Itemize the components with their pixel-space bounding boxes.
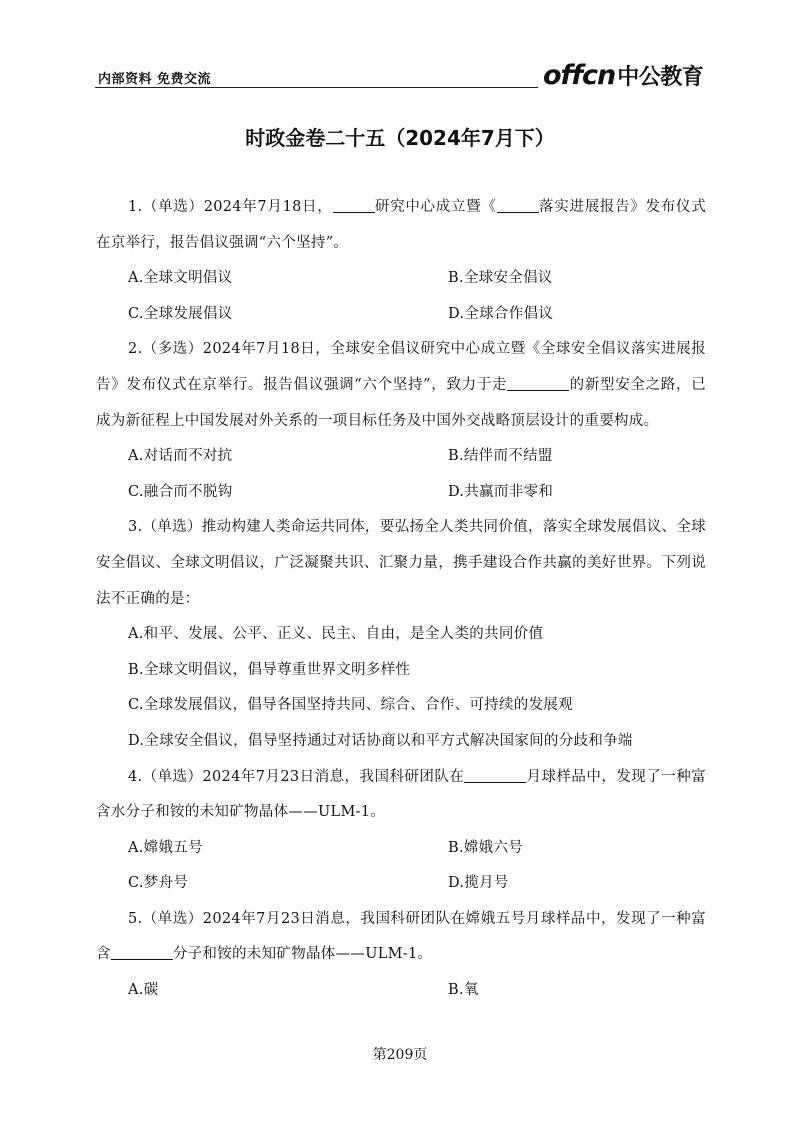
q3-option-b: B.全球文明倡议，倡导尊重世界文明多样性: [128, 661, 411, 678]
option-row: [96, 831, 706, 867]
q1-text-before: 1.（单选）2024年7月18日，: [128, 199, 333, 215]
offcn-logo: [543, 60, 703, 91]
q5-option-a: A.碳: [128, 982, 159, 999]
header-rule: [95, 87, 538, 88]
q5-option-b: B.氧: [448, 982, 479, 999]
question-3: 3.（单选）推动构建人类命运共同体，要弘扬全人类共同价值，落实全球发展倡议、全球安全倡议、全球文明倡议，广泛凝聚共识、汇聚力量，携手建设合作共赢的美好世界。下列说法不正确的是：: [96, 519, 706, 607]
q3-option-c: C.全球发展倡议，倡导各国坚持共同、综合、合作、可持续的发展观: [128, 697, 573, 714]
q4-text-after: 月球样品中，发现了一种富含水分子和铵的未知矿物晶体——ULM-1。: [96, 768, 706, 821]
q2-text-before: 2.（多选）2024年7月18日，全球安全倡议研究中心成立暨《全球安全倡议落实进展报告》发布仪式在京举行。报告倡议强调“六个坚持”，致力于走: [96, 341, 706, 393]
page-header: [95, 62, 705, 92]
q2-text-after: 的新型安全之路，已成为新征程上中国发展对外关系的一项目标任务及中国外交战略顶层设计的重要构成。: [96, 376, 706, 429]
option-row: [96, 439, 706, 475]
question-5: [96, 902, 706, 973]
option-row: [96, 866, 706, 902]
question-1: [96, 190, 706, 261]
question-list: [96, 190, 706, 1009]
q4-option-c: C.梦舟号: [128, 875, 189, 892]
option-row: [96, 261, 706, 297]
q4-text-before: 4.（单选）2024年7月23日消息，我国科研团队在: [128, 768, 465, 785]
q5-text-before: 5.（单选）2024年7月23日消息，我国科研团队在嫦娥五号月球样品中，发现了一种富含: [96, 910, 706, 963]
q2-option-b: B.结伴而不结盟: [448, 448, 553, 465]
q4-option-b: B.嫦娥六号: [448, 839, 524, 856]
option-row: [96, 297, 706, 333]
q1-option-a: A.全球文明倡议: [128, 270, 233, 287]
q1-option-c: C.全球发展倡议: [128, 305, 233, 322]
logo-latin: offcn: [543, 60, 616, 91]
answer-blank: [497, 198, 539, 214]
header-label: 内部资料 免费交流: [98, 72, 212, 87]
q2-option-c: C.融合而不脱钩: [128, 483, 233, 500]
page-title: 时政金卷二十五（2024年7月下）: [245, 126, 555, 150]
q4-option-a: A.嫦娥五号: [128, 839, 203, 856]
page-number: 第209页: [372, 1047, 428, 1063]
option-row: [96, 973, 706, 1009]
q1-option-b: B.全球安全倡议: [448, 270, 553, 287]
question-4: [96, 760, 706, 831]
q4-option-d: D.揽月号: [448, 875, 509, 892]
q3-option-a: A.和平、发展、公平、正义、民主、自由，是全人类的共同价值: [128, 626, 544, 643]
option-row: [96, 475, 706, 511]
question-2: [96, 332, 706, 439]
answer-blank: [111, 945, 173, 961]
q1-option-d: D.全球合作倡议: [448, 305, 554, 322]
q2-option-a: A.对话而不对抗: [128, 448, 233, 465]
logo-cjk: 中公教育: [617, 65, 704, 90]
q2-option-d: D.共赢而非零和: [448, 483, 554, 500]
q5-text-after: 分子和铵的未知矿物晶体——ULM-1。: [172, 946, 433, 963]
answer-blank: [507, 375, 569, 391]
answer-blank: [464, 767, 526, 783]
q1-text-after: 落实进展报告》发布仪式在京举行，报告倡议强调“六个坚持”。: [96, 199, 706, 251]
q1-text-middle: 研究中心成立暨《: [374, 199, 497, 215]
q3-option-d: D.全球安全倡议，倡导坚持通过对话协商以和平方式解决国家间的分歧和争端: [128, 732, 633, 749]
answer-blank: [333, 198, 375, 214]
